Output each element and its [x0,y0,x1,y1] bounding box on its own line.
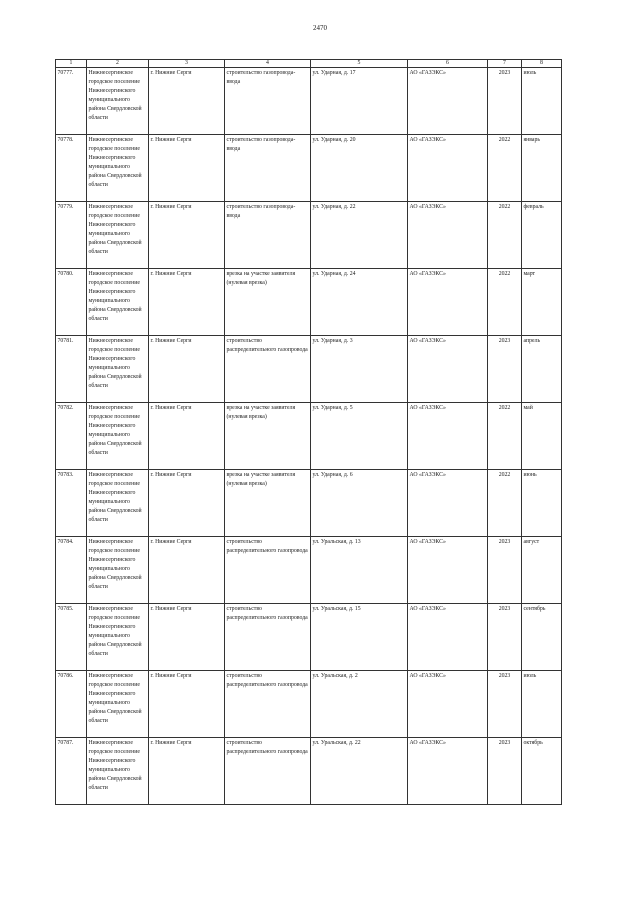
table-row [56,403,562,470]
work-type-cell: строительство распределительного газопровода [225,537,311,604]
company-cell: АО «ГАЗЭКС» [408,604,488,671]
address-cell: ул. Ударная, д. 17 [311,68,408,135]
settlement-cell: г. Нижние Серги [149,135,225,202]
table-row [56,537,562,604]
table-row [56,202,562,269]
row-number-cell: 70779. [56,202,87,269]
table-body [56,68,562,805]
address-cell: ул. Уральская, д. 13 [311,537,408,604]
company-cell: АО «ГАЗЭКС» [408,470,488,537]
page-number: 2470 [313,24,327,32]
address-cell: ул. Ударная, д. 24 [311,269,408,336]
address-cell: ул. Уральская, д. 15 [311,604,408,671]
column-number-7: 7 [488,60,522,68]
company-cell: АО «ГАЗЭКС» [408,135,488,202]
year-cell: 2022 [488,470,522,537]
row-number-cell: 70782. [56,403,87,470]
table-row [56,269,562,336]
table-row [56,135,562,202]
municipality-cell: Нижнесергинское городское поселение Нижнесергинского муниципального района Свердловской области [87,336,149,403]
column-number-5: 5 [311,60,408,68]
row-number-cell: 70784. [56,537,87,604]
year-cell: 2023 [488,537,522,604]
row-number-cell: 70780. [56,269,87,336]
year-cell: 2023 [488,68,522,135]
municipality-cell: Нижнесергинское городское поселение Нижнесергинского муниципального района Свердловской области [87,470,149,537]
table-row [56,68,562,135]
settlement-cell: г. Нижние Серги [149,738,225,805]
company-cell: АО «ГАЗЭКС» [408,671,488,738]
address-cell: ул. Уральская, д. 2 [311,671,408,738]
year-cell: 2023 [488,336,522,403]
municipality-cell: Нижнесергинское городское поселение Нижнесергинского муниципального района Свердловской области [87,202,149,269]
month-cell: октябрь [522,738,562,805]
year-cell: 2022 [488,202,522,269]
work-type-cell: строительство распределительного газопровода [225,671,311,738]
column-number-2: 2 [87,60,149,68]
municipality-cell: Нижнесергинское городское поселение Нижнесергинского муниципального района Свердловской области [87,68,149,135]
address-cell: ул. Уральская, д. 22 [311,738,408,805]
month-cell: март [522,269,562,336]
column-number-1: 1 [56,60,87,68]
work-type-cell: врезка на участке заявителя (нулевая врезка) [225,403,311,470]
address-cell: ул. Ударная, д. 3 [311,336,408,403]
month-cell: май [522,403,562,470]
column-number-row [56,60,562,68]
settlement-cell: г. Нижние Серги [149,68,225,135]
year-cell: 2022 [488,269,522,336]
settlement-cell: г. Нижние Серги [149,336,225,403]
company-cell: АО «ГАЗЭКС» [408,202,488,269]
settlement-cell: г. Нижние Серги [149,470,225,537]
company-cell: АО «ГАЗЭКС» [408,403,488,470]
month-cell: январь [522,135,562,202]
address-cell: ул. Ударная, д. 5 [311,403,408,470]
company-cell: АО «ГАЗЭКС» [408,68,488,135]
month-cell: июнь [522,470,562,537]
municipality-cell: Нижнесергинское городское поселение Нижнесергинского муниципального района Свердловской области [87,671,149,738]
settlement-cell: г. Нижние Серги [149,269,225,336]
work-type-cell: врезка на участке заявителя (нулевая врезка) [225,269,311,336]
settlement-cell: г. Нижние Серги [149,671,225,738]
settlement-cell: г. Нижние Серги [149,403,225,470]
month-cell: сентябрь [522,604,562,671]
table-row [56,470,562,537]
work-type-cell: строительство газопровода-ввода [225,135,311,202]
month-cell: июль [522,68,562,135]
column-number-8: 8 [522,60,562,68]
row-number-cell: 70777. [56,68,87,135]
column-number-4: 4 [225,60,311,68]
address-cell: ул. Ударная, д. 22 [311,202,408,269]
company-cell: АО «ГАЗЭКС» [408,537,488,604]
municipality-cell: Нижнесергинское городское поселение Нижнесергинского муниципального района Свердловской области [87,738,149,805]
settlement-cell: г. Нижние Серги [149,604,225,671]
table-row [56,671,562,738]
municipality-cell: Нижнесергинское городское поселение Нижнесергинского муниципального района Свердловской области [87,269,149,336]
work-type-cell: строительство газопровода-ввода [225,68,311,135]
work-type-cell: строительство газопровода-ввода [225,202,311,269]
year-cell: 2022 [488,135,522,202]
work-type-cell: строительство распределительного газопровода [225,336,311,403]
month-cell: февраль [522,202,562,269]
row-number-cell: 70781. [56,336,87,403]
work-type-cell: строительство распределительного газопровода [225,738,311,805]
column-number-6: 6 [408,60,488,68]
municipality-cell: Нижнесергинское городское поселение Нижнесергинского муниципального района Свердловской области [87,403,149,470]
year-cell: 2022 [488,403,522,470]
row-number-cell: 70785. [56,604,87,671]
month-cell: июль [522,671,562,738]
work-type-cell: врезка на участке заявителя (нулевая врезка) [225,470,311,537]
municipality-cell: Нижнесергинское городское поселение Нижнесергинского муниципального района Свердловской области [87,135,149,202]
settlement-cell: г. Нижние Серги [149,202,225,269]
month-cell: апрель [522,336,562,403]
column-number-3: 3 [149,60,225,68]
row-number-cell: 70786. [56,671,87,738]
gasification-schedule-table [55,59,562,805]
table-row [56,336,562,403]
year-cell: 2023 [488,671,522,738]
company-cell: АО «ГАЗЭКС» [408,336,488,403]
year-cell: 2023 [488,604,522,671]
table-row [56,738,562,805]
address-cell: ул. Ударная, д. 20 [311,135,408,202]
year-cell: 2023 [488,738,522,805]
address-cell: ул. Ударная, д. 6 [311,470,408,537]
settlement-cell: г. Нижние Серги [149,537,225,604]
company-cell: АО «ГАЗЭКС» [408,738,488,805]
row-number-cell: 70787. [56,738,87,805]
month-cell: август [522,537,562,604]
municipality-cell: Нижнесергинское городское поселение Нижнесергинского муниципального района Свердловской области [87,604,149,671]
row-number-cell: 70778. [56,135,87,202]
row-number-cell: 70783. [56,470,87,537]
work-type-cell: строительство распределительного газопровода [225,604,311,671]
municipality-cell: Нижнесергинское городское поселение Нижнесергинского муниципального района Свердловской области [87,537,149,604]
company-cell: АО «ГАЗЭКС» [408,269,488,336]
table-row [56,604,562,671]
